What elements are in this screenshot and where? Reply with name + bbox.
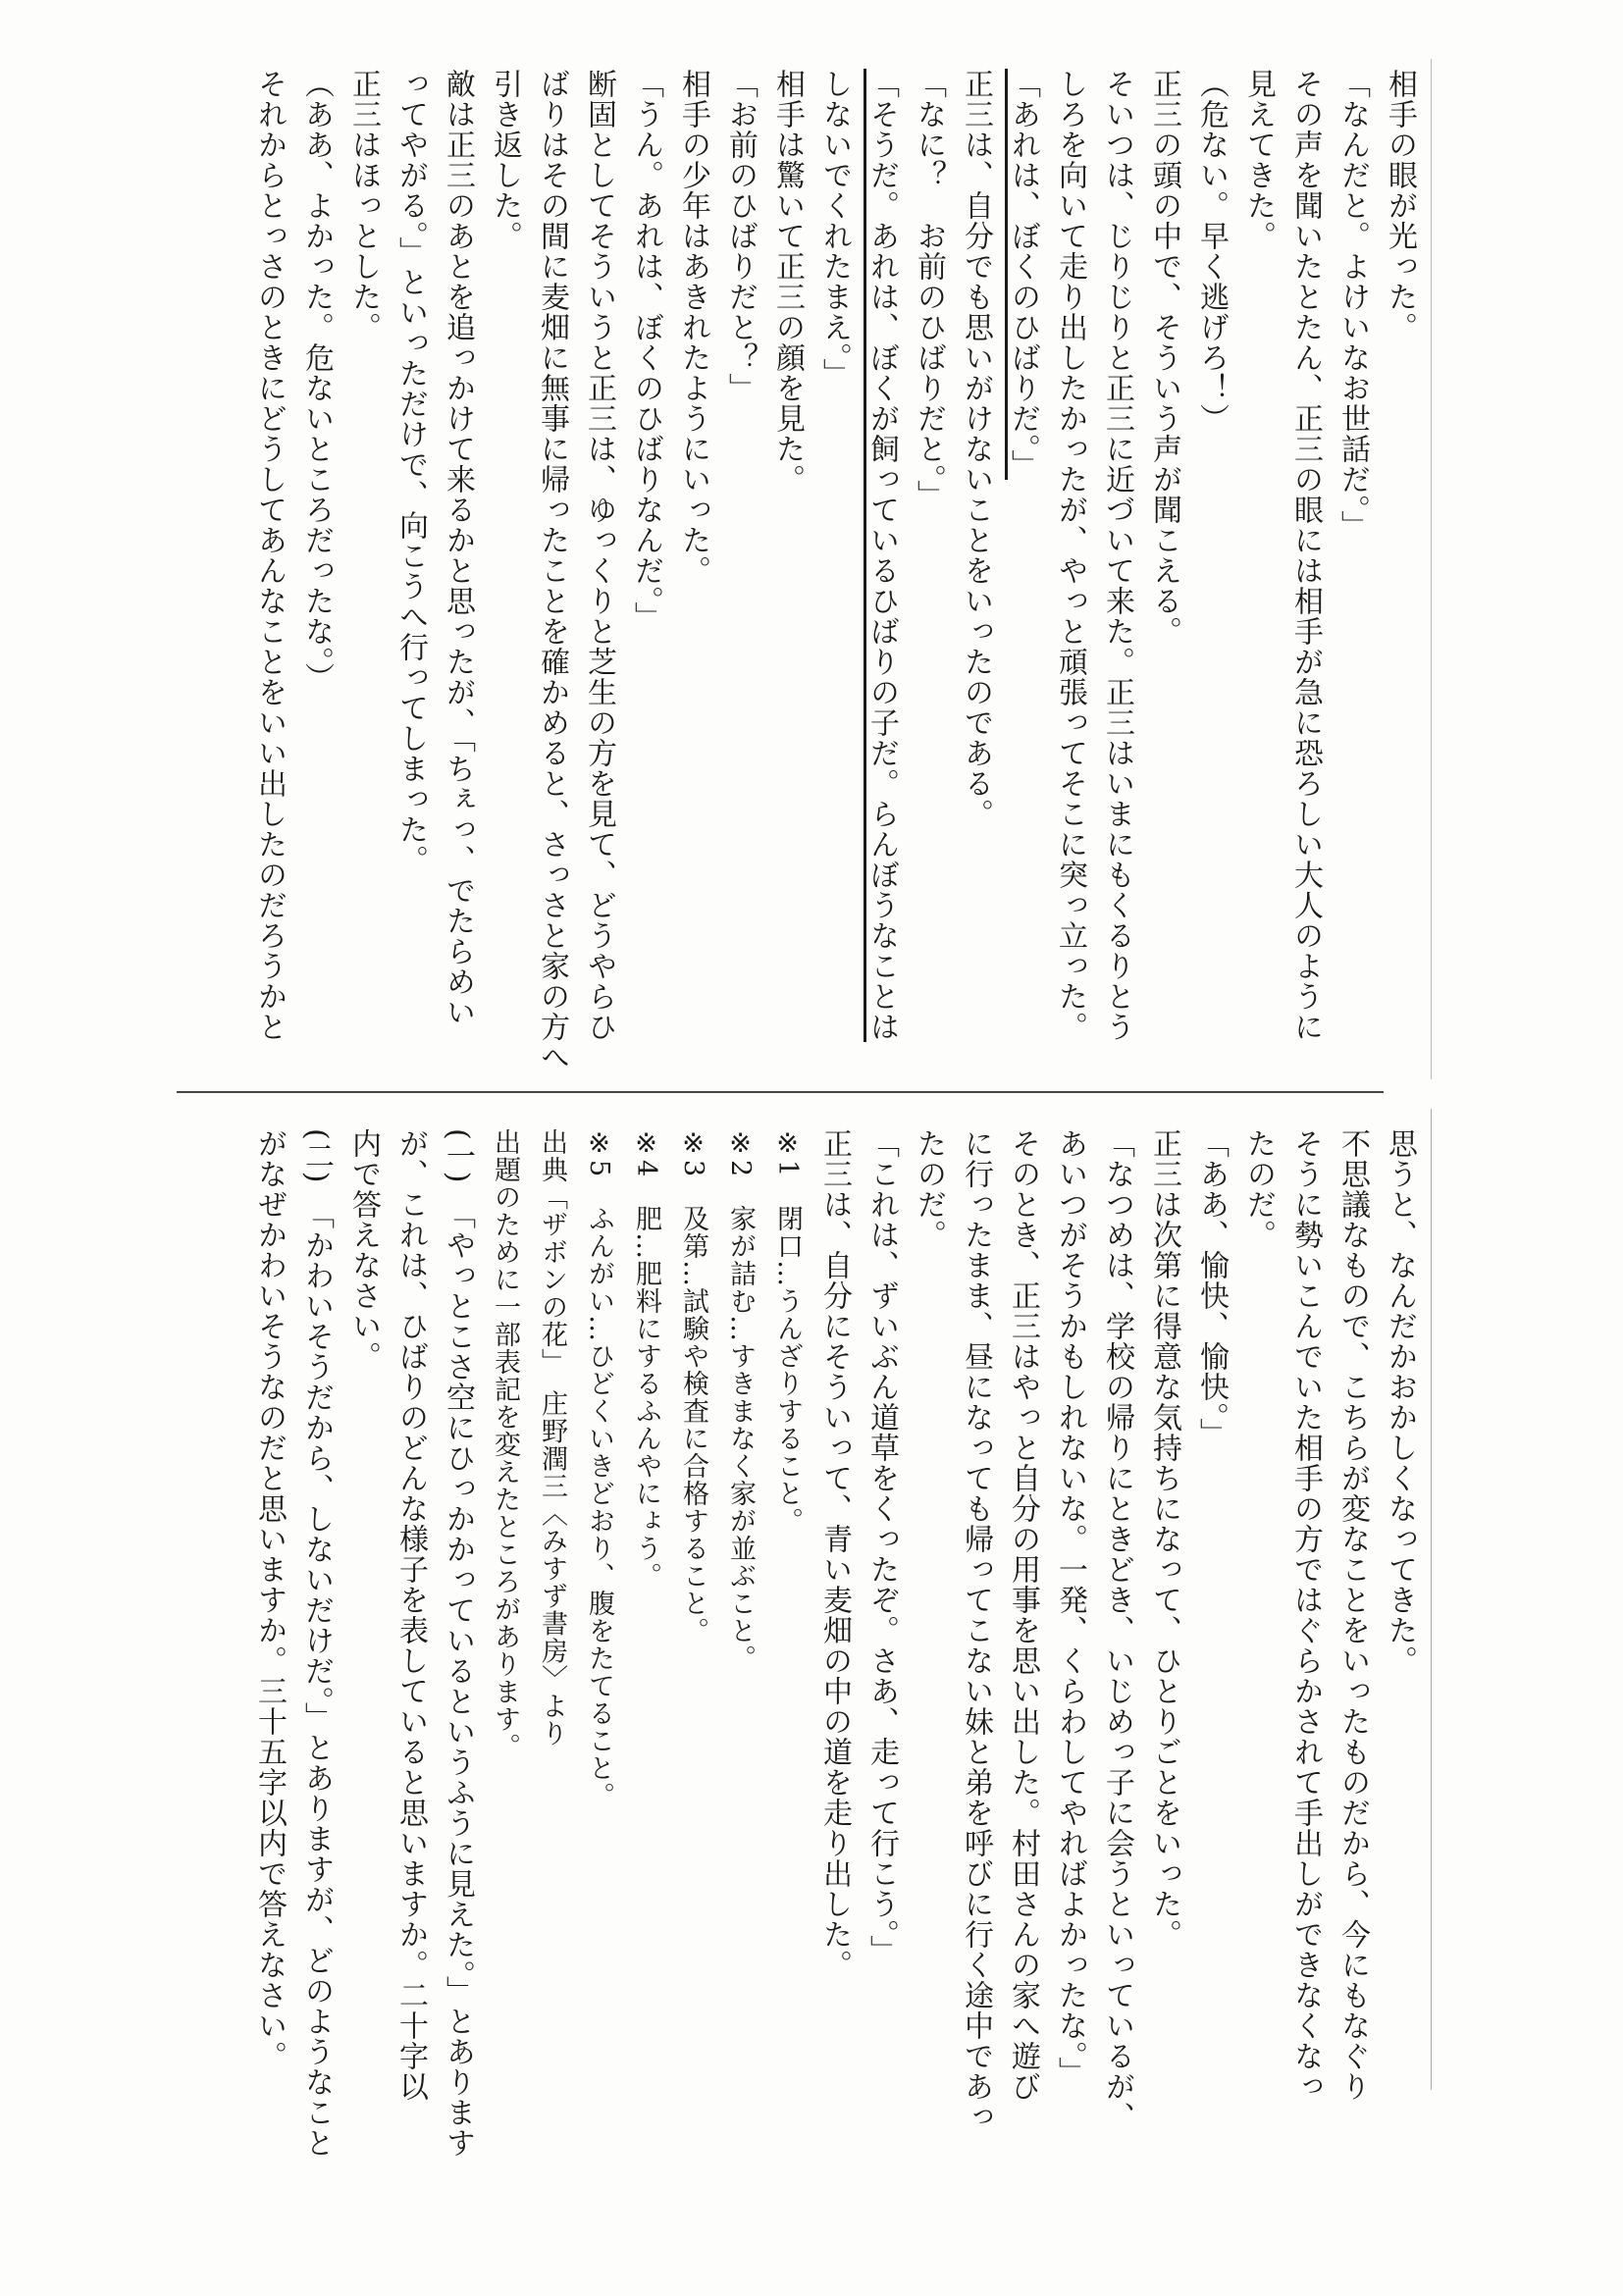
text-line: 相手は驚いて正三の顔を見た。: [770, 69, 805, 495]
text-line: 正三は、自分にそういって、青い麦畑の中の道を走り出した。: [817, 1128, 852, 1980]
text-line: 正三は次第に得意な気持ちになって、ひとりごとをいった。: [1147, 1128, 1181, 1950]
footnote: ※4 肥…肥料にするふんやにょう。: [631, 1128, 661, 1591]
text-line: 正三はほっとした。: [346, 69, 381, 342]
text-line: 引き返した。: [488, 69, 522, 251]
text-line: そうに勢いこんでいた相手の方ではぐらかされて手出しができなくなっ: [1288, 1128, 1323, 2102]
text-line: 断固としてそういうと正三は、ゆっくりと芝生の方を見て、どうやらひ: [582, 69, 616, 1042]
text-line: 正三は、自分でも思いがけないことをいったのである。: [959, 69, 993, 829]
right-margin-line-upper: [1431, 59, 1432, 1079]
question-1-cont: が、これは、ひばりのどんな様子を表していると思いますか。二十字以: [393, 1128, 428, 2102]
text-line: その声を聞いたとたん、正三の眼には相手が急に恐ろしい大人のように: [1288, 69, 1323, 1042]
footnote: ※2 家が詰む…すきまなく家が並ぶこと。: [725, 1128, 756, 1673]
text-line: 正三の頭の中で、そういう声が聞こえる。: [1147, 69, 1181, 647]
source-citation: 出典「ザボンの花」 庄野潤三〈みすず書房〉より: [537, 1128, 567, 1748]
question-1: (一) 「やっとこさ空にひっかかっているというふうに見えた。」とあります: [441, 1128, 475, 2159]
text-line: ばりはその間に麦畑に無事に帰ったことを確かめると、さっさと家の方へ: [535, 69, 569, 1072]
right-margin-line-lower: [1431, 1109, 1432, 2090]
text-line: あいつがそうかもしれないな。一発、くらわしてやればよかったな。」: [1053, 1128, 1087, 2087]
footnote: ※1 閉口…うんざりすること。: [772, 1128, 803, 1536]
text-line: 思うと、なんだかおかしくなってきた。: [1383, 1128, 1417, 1676]
text-line: 「うん。あれは、ぼくのひばりなんだ。」: [629, 69, 663, 632]
question-1-cont: 内で答えなさい。: [346, 1128, 381, 1372]
text-line: （ああ、よかった。危ないところだったな。）: [299, 69, 334, 693]
text-line: 「なつめは、学校の帰りにときどき、いじめっ子に会うといっているが、: [1100, 1128, 1134, 2132]
text-line: 「これは、ずいぶん道草をくったぞ。さあ、走って行こう。」: [864, 1128, 899, 1965]
text-line: 相手の少年はあきれたようにいった。: [676, 69, 710, 586]
text-line: そいつは、じりじりと正三に近づいて来た。正三はいまにもくるりとう: [1100, 69, 1134, 1042]
text-line: そのとき、正三はやっと自分の用事を思い出した。村田さんの家へ遊び: [1006, 1128, 1040, 2102]
text-line: 敵は正三のあとを追っかけて来るかと思ったが、「ちぇっ、でたらめい: [441, 69, 475, 1027]
text-line: 相手の眼が光った。: [1383, 69, 1417, 342]
footnote: ※5 ふんがい…ひどくいきどおり、腹をたてること。: [584, 1128, 614, 1810]
underlined-line-4: 「そうだ。あれは、ぼくが飼っているひばりの子だ。らんぼうなことは: [864, 69, 899, 1042]
text-line: たのだ。: [912, 1128, 946, 1250]
text-line: たのだ。: [1241, 1128, 1276, 1250]
text-line: に行ったまま、昼になっても帰ってこない妹と弟を呼びに行く途中であっ: [959, 1128, 993, 2132]
section-divider: [177, 1091, 1384, 1093]
text-line: しろを向いて走り出したかったが、やっと頑張ってそこに突っ立った。: [1053, 69, 1087, 1042]
text-line: 「ああ、愉快、愉快。」: [1194, 1128, 1229, 1448]
text-line: ってやがる。」といっただけで、向こうへ行ってしまった。: [393, 69, 428, 875]
source-note: 出題のために一部表記を変えたところがあります。: [490, 1128, 520, 1760]
question-2: (二) 「かわいそうだから、しないだけだ。」とありますが、どのようなこと: [299, 1128, 334, 2159]
lower-text-block: [245, 1128, 1423, 2178]
upper-text-block: [245, 69, 1423, 1089]
footnote: ※3 及第…試験や検査に合格すること。: [678, 1128, 708, 1645]
text-line: しないでくれたまえ。」: [817, 69, 852, 389]
text-line: 「なんだと。よけいなお世話だ。」: [1335, 69, 1370, 541]
lower-half: [147, 1128, 1423, 2178]
text-line: 見えてきた。: [1241, 69, 1276, 251]
text-line: それからとっさのときにどうしてあんなことをいい出したのだろうかと: [252, 69, 287, 1042]
underlined-line-3: 「あれは、ぼくのひばりだ。」: [1006, 69, 1040, 480]
text-line: 「お前のひばりだと？」: [723, 69, 758, 403]
text-line: （危ない。早く逃げろ！）: [1194, 69, 1229, 434]
text-line: 不思議なもので、こちらが変なことをいったものだから、今にもなぐり: [1335, 1128, 1370, 2102]
question-2-cont: がなぜかわいそうなのだと思いますか。三十五字以内で答えなさい。: [252, 1128, 287, 2071]
text-line: 「なに？ お前のひばりだと。」: [912, 69, 946, 510]
upper-half: [147, 69, 1423, 1089]
